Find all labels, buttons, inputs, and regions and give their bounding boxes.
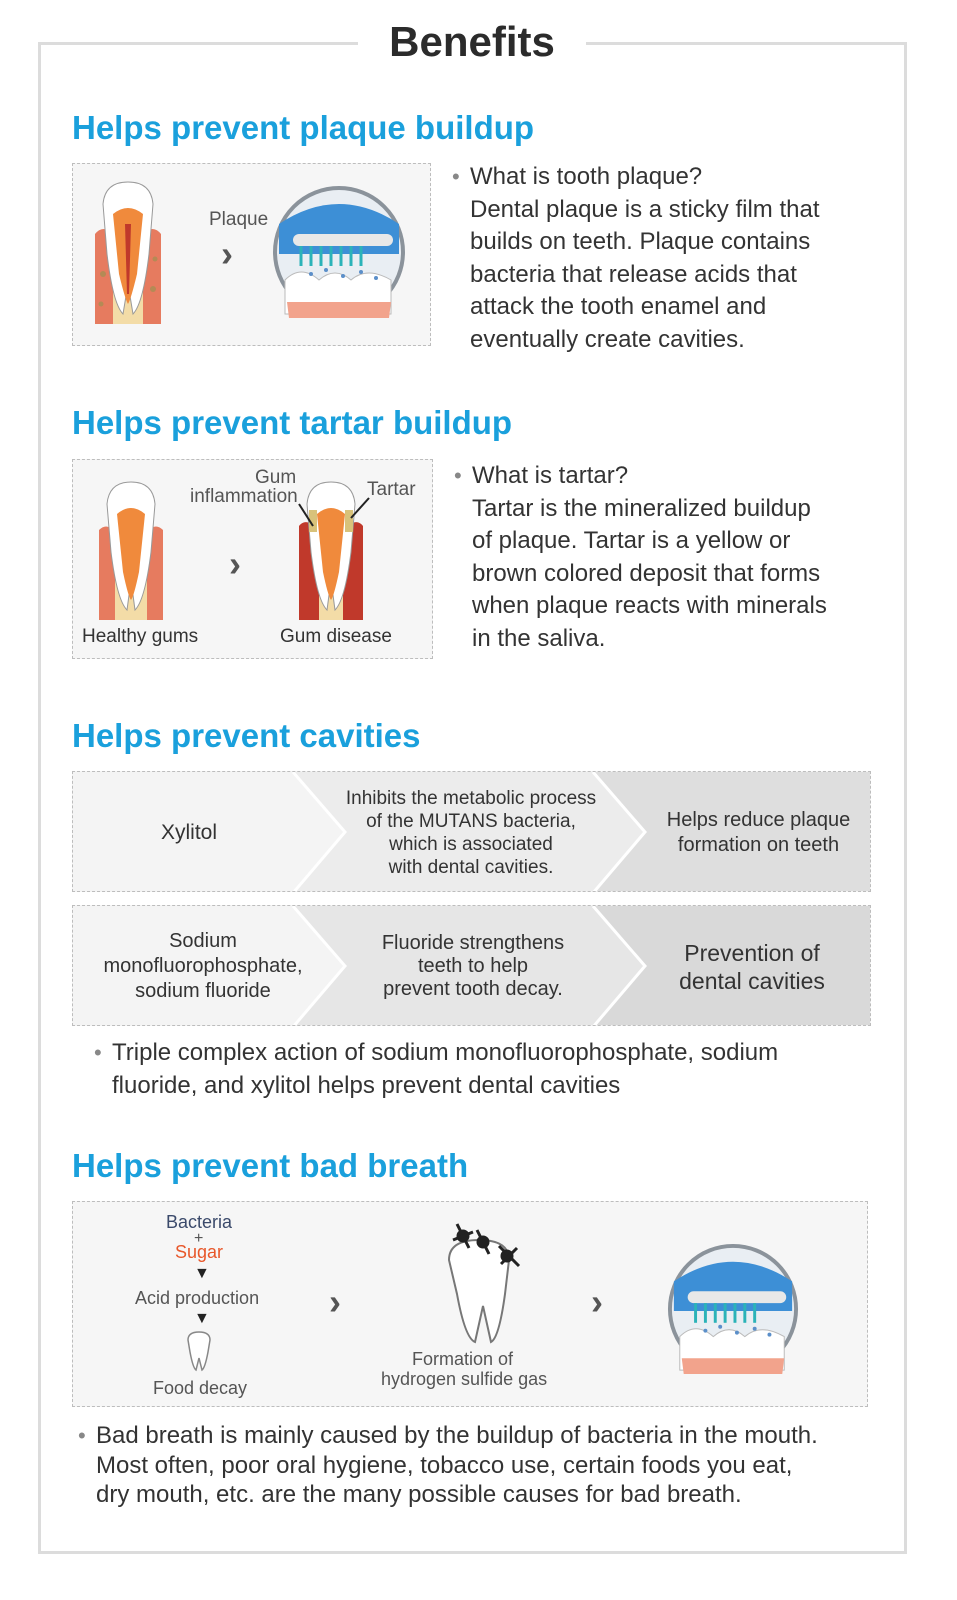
- flow-text: formation on teeth: [677, 833, 840, 856]
- plaque-label: Plaque: [209, 209, 269, 230]
- tartar-bullet-heading: What is tartar?: [472, 462, 629, 489]
- flow-text: which is associated: [389, 833, 553, 855]
- chevron-right-icon: ›: [229, 543, 241, 584]
- caption-healthy-gums: Healthy gums: [82, 626, 199, 647]
- toothbrush-circle-icon: [666, 1242, 800, 1376]
- bad-breath-illustration: [72, 1201, 868, 1407]
- tartar-line: Tartar is the mineralized buildup: [472, 494, 811, 522]
- chevron-right-icon: ›: [329, 1281, 341, 1322]
- arrow-down-icon: ▼: [194, 1265, 210, 1282]
- flow-text: Inhibits the metabolic process: [345, 787, 597, 809]
- breath-line: Most often, poor oral hygiene, tobacco use, certain foods you eat,: [96, 1451, 793, 1479]
- flow-cell-ingredient: [73, 906, 333, 1026]
- bullet-dot: •: [452, 164, 460, 189]
- tartar-label: Tartar: [367, 479, 416, 500]
- cavities-line: fluoride, and xylitol helps prevent dental cavities: [112, 1071, 621, 1099]
- flow-text: prevent tooth decay.: [383, 978, 563, 1000]
- gum-label: Gum: [255, 467, 297, 488]
- plaque-line: attack the tooth enamel and: [470, 293, 767, 320]
- cavities-flow-row-fluoride: [72, 905, 871, 1026]
- cavities-description: [94, 1037, 892, 1102]
- caption-gum-disease: Gum disease: [280, 626, 392, 647]
- flow-cell-result: [645, 772, 871, 892]
- breath-line: dry mouth, etc. are the many possible causes for bad breath.: [96, 1481, 742, 1508]
- bacteria-icon: [433, 1216, 533, 1346]
- formation-label-line2: hydrogen sulfide gas: [381, 1369, 548, 1389]
- cavities-flow-row-xylitol: [72, 771, 871, 892]
- arrow-down-icon: ▼: [194, 1310, 210, 1327]
- bullet-dot: •: [78, 1423, 86, 1448]
- flow-cell-result: [638, 906, 866, 1026]
- flow-text: monofluorophosphate,: [103, 955, 303, 977]
- section-title-cavities: Helps prevent cavities: [72, 717, 421, 754]
- tartar-line: brown colored deposit that forms: [472, 559, 821, 587]
- formation-label-line1: Formation of: [412, 1349, 514, 1369]
- plus-sign: +: [194, 1230, 204, 1247]
- plaque-line: Dental plaque is a sticky film that: [470, 195, 820, 223]
- flow-text: dental cavities: [679, 967, 825, 994]
- plaque-description: [452, 161, 890, 356]
- toothbrush-circle-icon: [271, 184, 407, 320]
- tooth-icon: [184, 1330, 214, 1372]
- flow-text: Sodium: [169, 930, 237, 952]
- plaque-line: builds on teeth. Plaque contains: [470, 228, 811, 255]
- flow-text: sodium fluoride: [135, 980, 271, 1002]
- flow-text: teeth to help: [417, 955, 529, 977]
- tartar-line: of plaque. Tartar is a yellow or: [472, 527, 791, 554]
- plaque-bullet-heading: What is tooth plaque?: [470, 163, 703, 190]
- tartar-illustration: [72, 459, 433, 659]
- plaque-line: eventually create cavities.: [470, 325, 745, 353]
- tartar-line: in the saliva.: [472, 624, 606, 652]
- flow-text: with dental cavities.: [388, 856, 554, 878]
- section-title-bad-breath: Helps prevent bad breath: [72, 1147, 469, 1184]
- acid-production-label: Acid production: [135, 1288, 260, 1308]
- plaque-illustration: [72, 163, 431, 346]
- flow-text: Fluoride strengthens: [381, 932, 565, 954]
- plaque-line: bacteria that release acids that: [470, 260, 797, 288]
- bad-breath-description: [78, 1421, 896, 1510]
- tartar-line: when plaque reacts with minerals: [472, 592, 827, 619]
- section-title-tartar: Helps prevent tartar buildup: [72, 404, 513, 441]
- flow-text: Prevention of: [684, 939, 820, 966]
- breath-line: Bad breath is mainly caused by the buildup of bacteria in the mouth.: [96, 1422, 818, 1449]
- flow-cell-ingredient: [73, 772, 305, 892]
- chevron-right-icon: ›: [591, 1281, 603, 1322]
- bacteria-label: Bacteria: [166, 1212, 233, 1232]
- flow-cell-action: [311, 772, 631, 892]
- cavities-line: Triple complex action of sodium monofluorophosphate, sodium: [112, 1039, 779, 1066]
- chevron-right-icon: ›: [221, 233, 233, 274]
- flow-text: of the MUTANS bacteria,: [366, 810, 576, 832]
- flow-text: Helps reduce plaque: [666, 808, 851, 831]
- inflammation-label: inflammation: [190, 486, 298, 507]
- section-title-plaque: Helps prevent plaque buildup: [72, 109, 535, 146]
- bullet-dot: •: [454, 463, 462, 488]
- bullet-dot: •: [94, 1040, 102, 1065]
- food-decay-label: Food decay: [153, 1378, 248, 1398]
- sugar-label: Sugar: [175, 1242, 224, 1262]
- flow-text: Xylitol: [160, 820, 218, 844]
- flow-cell-action: [323, 906, 623, 1026]
- page-title: Benefits: [358, 14, 586, 70]
- tartar-description: [454, 460, 892, 655]
